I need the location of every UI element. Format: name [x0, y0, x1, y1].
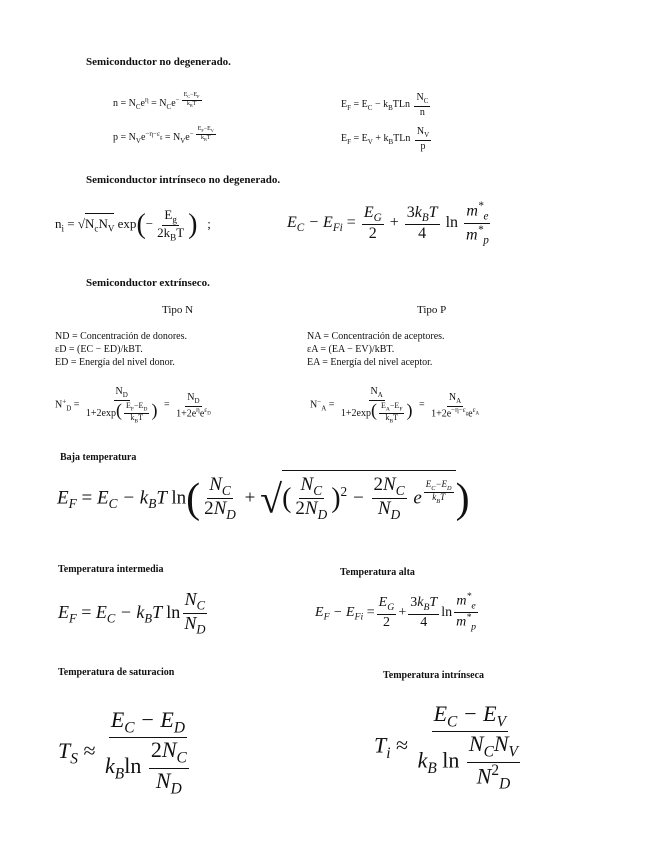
- equation-baja-temperatura: $E_F = E_C - k_BT$ ln( $\frac{N_C}{2N_D}$ + √( $\frac{N_C}{2N_D}$ )$^2$ − $\frac{2N_C}{N_D}$ e $^{\frac{E_C-E_D}{k_BT}}$ ): [57, 470, 470, 523]
- equation-temperatura-saturacion: $T_S$ ≈ $E_C - E_D$ $k_B\ln$ $\frac{2N_C}{N_D}$: [58, 707, 187, 798]
- definitions-n: [55, 330, 187, 369]
- equation-temperatura-alta: $E_F - E_{Fi}$ = $\frac{E_G}{2}$ + $\frac{3k_BT}{4}$ ln $\frac{m^*_e}{m^*_p}$: [315, 591, 477, 633]
- equation-ef-n: $E_F = E_C - k_BTLn$ $\frac{N_C}{n}$: [341, 92, 429, 118]
- equation-p: $p = N_Ve^{-\eta-\varepsilon_g} = N_Ve^{- \frac{E_F-E_V}{k_BT}}$: [113, 126, 214, 146]
- equation-na-minus: $N^-_A$ = $N_A$ 1+2exp( $\frac{E_A-E_F}{k_BT}$ ) = $\frac{N_A}{1+2e^{-\eta-\varepsilon_g}e^{\varepsilon_A}}$: [310, 386, 480, 425]
- equation-ni: $n_i = √N_cN_V$ exp(− $\frac{E_g}{2k_BT}$ ) ;: [55, 207, 211, 243]
- equation-nd-plus: $N^+_D$ = $N_D$ 1+2exp( $\frac{E_F-E_D}{k_BT}$ ) = $\frac{N_D}{1+2e^\eta e^{\varepsilon_D}}$: [55, 386, 211, 425]
- heading-temperatura-saturacion: Temperatura de saturacion: [58, 667, 175, 678]
- equation-ec-efi: $E_C - E_{Fi}$ = $\frac{E_G}{2}$ + $\frac{3k_BT}{4}$ ln $\frac{m^*_e}{m^*_p}$: [287, 200, 489, 247]
- heading-baja-temperatura: Baja temperatura: [60, 452, 137, 463]
- definition-nd: ND = Concentración de donores.: [55, 331, 187, 342]
- equation-n: $n = N_Ce^\eta = N_Ce^{- \frac{E_C-E_F}{k_BT}}$: [113, 92, 200, 112]
- label-tipo-n: Tipo N: [162, 304, 194, 316]
- heading-no-degenerado: Semiconductor no degenerado.: [86, 56, 231, 68]
- heading-temperatura-intrinseca: Temperatura intrínseca: [383, 670, 485, 681]
- equation-temperatura-intermedia: $E_F = E_C - k_BT$ ln $\frac{N_C}{N_D}$: [58, 589, 206, 638]
- label-tipo-p: Tipo P: [417, 304, 447, 316]
- definition-ed: ED = Energía del nivel donor.: [55, 357, 175, 368]
- definition-ea: EA = Energía del nivel aceptor.: [307, 357, 433, 368]
- equation-ef-p: $E_F = E_V + k_BTLn$ $\frac{N_V}{p}$: [341, 126, 430, 152]
- heading-extrinseco: Semiconductor extrínseco.: [86, 277, 210, 289]
- equation-temperatura-intrinseca: $T_i$ ≈ $E_C - E_V$ $k_B$ ln $\frac{N_CN_V}{N^2_D}$: [374, 701, 518, 793]
- definitions-p: [307, 330, 445, 369]
- definition-na: NA = Concentración de aceptores.: [307, 331, 445, 342]
- definition-epsilon-d: εD = (EC − ED)/kBT.: [55, 344, 143, 355]
- heading-temperatura-intermedia: Temperatura intermedia: [58, 564, 164, 575]
- heading-intrinseco: Semiconductor intrínseco no degenerado.: [86, 174, 281, 186]
- heading-temperatura-alta: Temperatura alta: [340, 567, 415, 578]
- definition-epsilon-a: εA = (EA − EV)/kBT.: [307, 344, 395, 355]
